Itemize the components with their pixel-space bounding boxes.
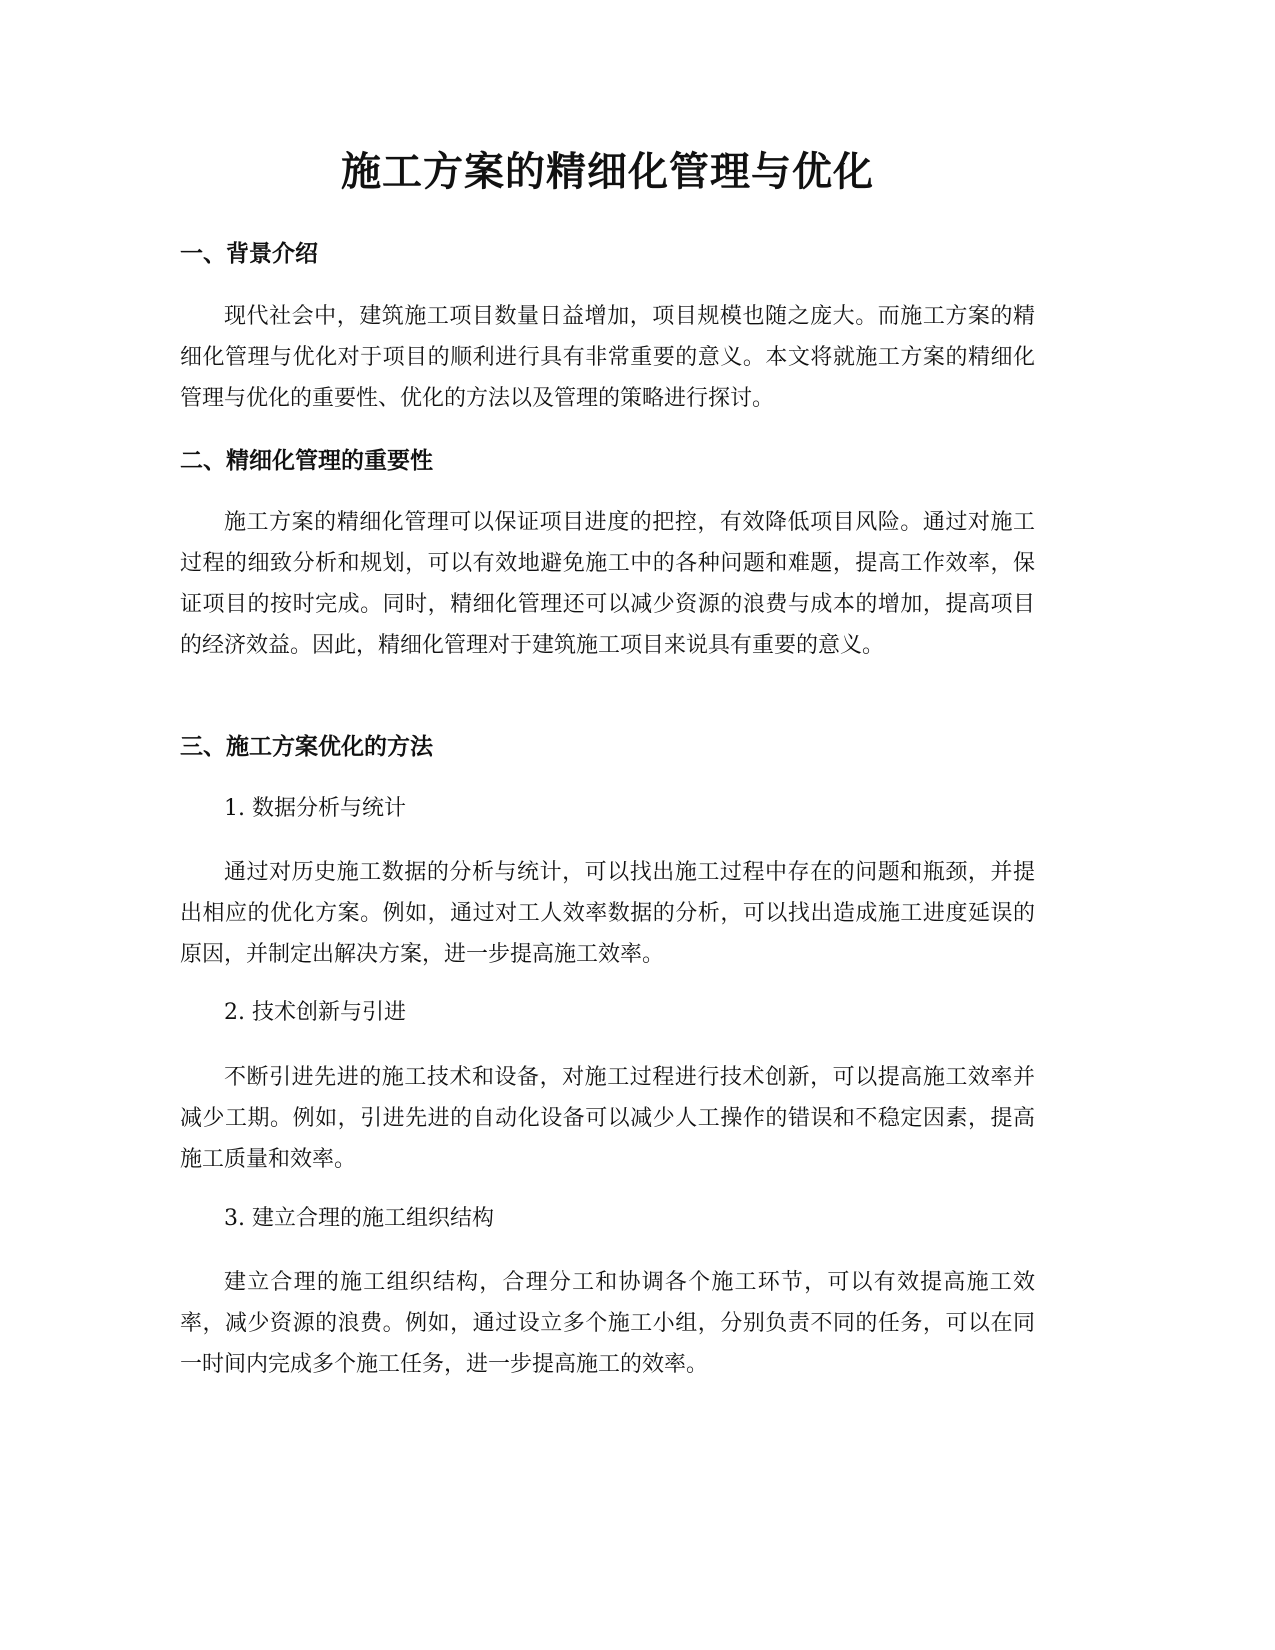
method-paragraph-organization: 建立合理的施工组织结构，合理分工和协调各个施工环节，可以有效提高施工效率，减少资源的浪费。例如，通过设立多个施工小组，分别负责不同的任务，可以在同一时间内完成多个施工任务，进一步提高施工的效率。 (180, 1270, 1035, 1377)
section-paragraph-background: 现代社会中，建筑施工项目数量日益增加，项目规模也随之庞大。而施工方案的精细化管理与优化对于项目的顺利进行具有非常重要的意义。本文将就施工方案的精细化管理与优化的重要性、优化的方法以及管理的策略进行探讨。 (180, 304, 1035, 411)
section-heading-methods: 三、施工方案优化的方法 (180, 734, 433, 760)
method-subheading-technology: 2. 技术创新与引进 (224, 1000, 406, 1025)
section-paragraph-importance: 施工方案的精细化管理可以保证项目进度的把控，有效降低项目风险。通过对施工过程的细致分析和规划，可以有效地避免施工中的各种问题和难题，提高工作效率，保证项目的按时完成。同时，精细化管理还可以减少资源的浪费与成本的增加，提高项目的经济效益。因此，精细化管理对于建筑施工项目来说具有重要的意义。 (180, 510, 1035, 658)
method-paragraph-technology: 不断引进先进的施工技术和设备，对施工过程进行技术创新，可以提高施工效率并减少工期。例如，引进先进的自动化设备可以减少人工操作的错误和不稳定因素，提高施工质量和效率。 (180, 1065, 1035, 1172)
method-paragraph-data-analysis: 通过对历史施工数据的分析与统计，可以找出施工过程中存在的问题和瓶颈，并提出相应的优化方案。例如，通过对工人效率数据的分析，可以找出造成施工进度延误的原因，并制定出解决方案，进一步提高施工效率。 (180, 860, 1035, 967)
section-heading-importance: 二、精细化管理的重要性 (180, 448, 433, 474)
method-subheading-data-analysis: 1. 数据分析与统计 (224, 796, 406, 821)
document-title: 施工方案的精细化管理与优化 (341, 149, 874, 195)
method-subheading-organization: 3. 建立合理的施工组织结构 (224, 1206, 494, 1231)
section-heading-background: 一、背景介绍 (180, 241, 318, 267)
